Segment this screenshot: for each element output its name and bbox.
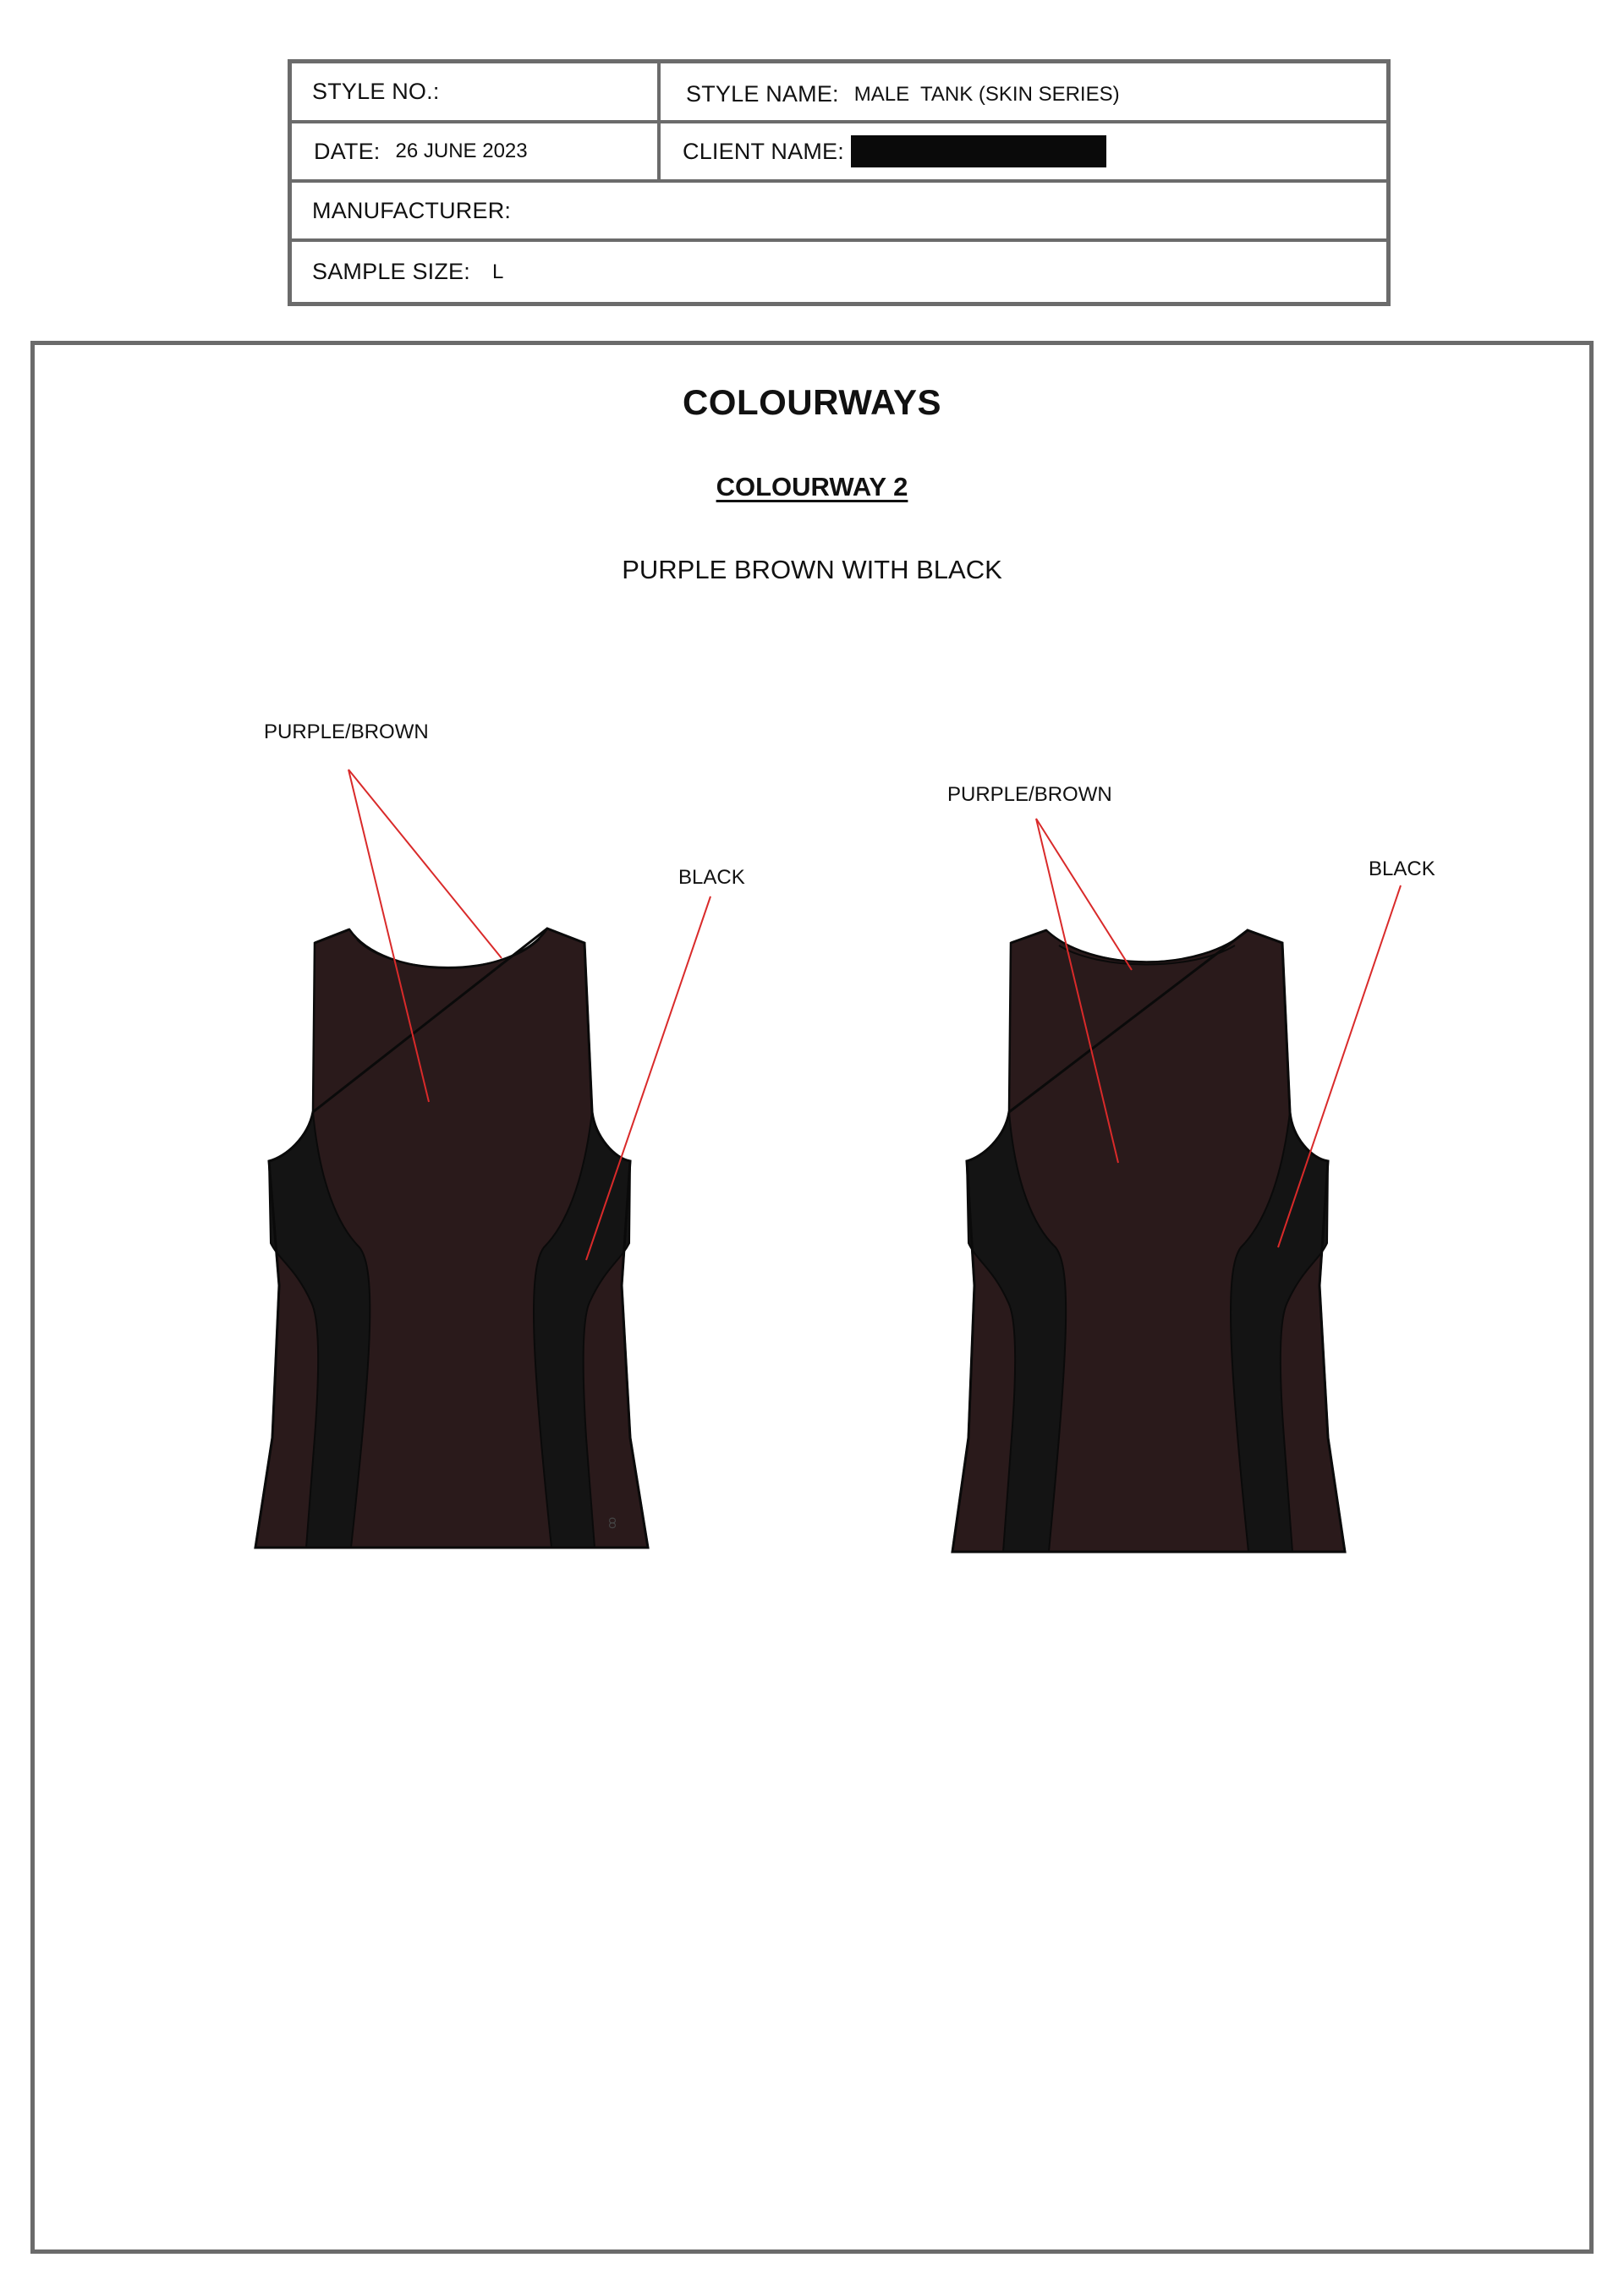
- front-black-line: [586, 896, 710, 1260]
- colourway-description: PURPLE BROWN WITH BLACK: [622, 555, 1002, 584]
- front-logo-mark: ꝏ: [606, 1516, 619, 1529]
- sample-size-label: SAMPLE SIZE:: [312, 259, 470, 284]
- style-name-label: STYLE NAME:: [686, 81, 839, 107]
- back-callout-purple-brown: PURPLE/BROWN: [947, 783, 1112, 806]
- back-view-tank: [952, 930, 1345, 1552]
- date-value: 26 JUNE 2023: [395, 140, 528, 162]
- back-callout-black: BLACK: [1369, 858, 1435, 880]
- date-label: DATE:: [314, 138, 381, 164]
- back-black-line: [1278, 885, 1401, 1247]
- front-callout-black: BLACK: [678, 866, 745, 889]
- front-view-tank: [255, 929, 648, 1548]
- manufacturer-label: MANUFACTURER:: [312, 197, 512, 223]
- client-name-label: CLIENT NAME:: [683, 138, 844, 164]
- colourway-subtitle: COLOURWAY 2: [716, 472, 908, 501]
- page-title: COLOURWAYS: [682, 382, 942, 422]
- sample-size-value: L: [491, 260, 504, 283]
- style-no-label: STYLE NO.:: [312, 79, 440, 104]
- style-name-value: MALE TANK (SKIN SERIES): [853, 82, 1120, 106]
- front-callout-purple-brown: PURPLE/BROWN: [264, 721, 429, 743]
